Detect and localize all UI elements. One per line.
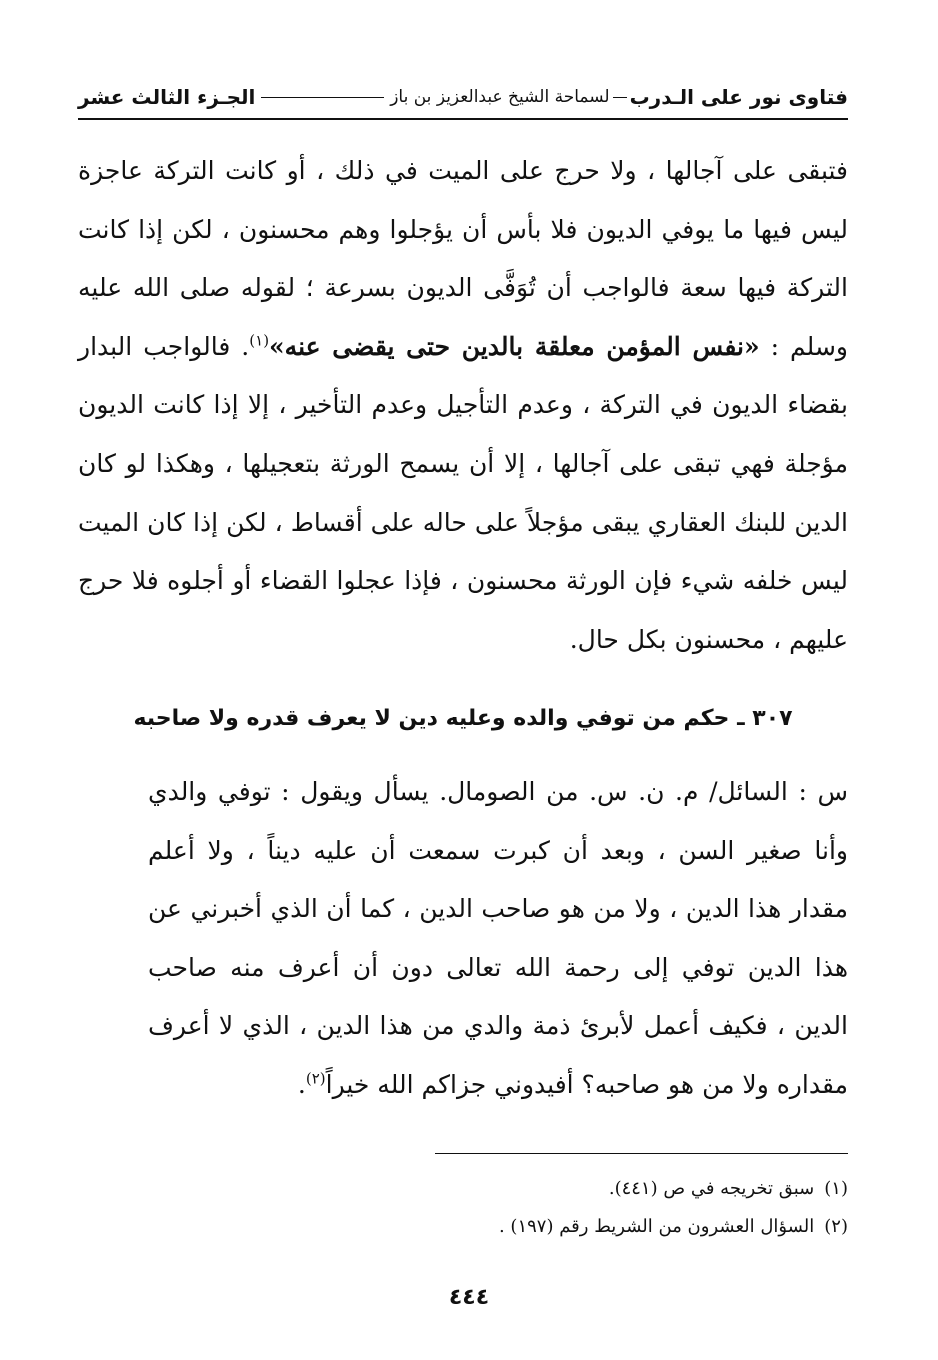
footnotes bbox=[78, 1170, 848, 1246]
hadith-quote: «نفس المؤمن معلقة بالدين حتى يقضى عنه» bbox=[269, 331, 760, 361]
footnote-1 bbox=[78, 1170, 848, 1208]
footnote-text: السؤال العشرون من الشريط رقم (١٩٧) . bbox=[498, 1216, 815, 1237]
question-end: . bbox=[297, 1069, 306, 1099]
fatwa-heading: ٣٠٧ ـ حكم من توفي والده وعليه دين لا يعرف قدره ولا صاحبه bbox=[133, 706, 793, 731]
paragraph-text-after: . فالواجب البدار بقضاء الديون في التركة ، وعدم التأجيل وعدم التأخير ، إلا إذا كانت الديون مؤجلة فهي تبقى على آجالها ، إلا أن يسمح الورثة بتعجيلها ، وهكذا لو كان الدين للبنك العقاري يبقى مؤجلاً على حاله على أقساط ، لكن إذا كان الميت ليس خلفه شيء فإن الورثة محسنون ، فإذا عجلوا القضاء أو أجلوه فلا حرج عليهم ، محسنون بكل حال. bbox=[78, 331, 849, 654]
page-number: ٤٤٤ bbox=[448, 1285, 490, 1310]
author-name: لسماحة الشيخ عبدالعزيز بن باز bbox=[390, 87, 610, 107]
running-header bbox=[78, 80, 848, 114]
question-text: س : السائل/ م. ن. س. من الصومال. يسأل ويقول : توفي والدي وأنا صغير السن ، وبعد أن كبرت سمعت أن عليه ديناً ، ولا أعلم مقدار هذا الدين ، ولا من هو صاحب الدين ، كما أن الذي أخبرني عن هذا الدين توفي إلى رحمة الله تعالى دون أن أعرف منه صاحب الدين ، فكيف أعمل لأبرئ ذمة والدي من هذا الدين ، الذي لا أعرف مقداره ولا من هو صاحبه؟ أفيدوني جزاكم الله خيراً bbox=[148, 777, 848, 1099]
footnote-number: (٢) bbox=[824, 1216, 848, 1237]
footnote-ref-2[interactable]: (٢) bbox=[305, 1069, 326, 1088]
question-paragraph bbox=[148, 763, 848, 1115]
paragraph-text-before: فتبقى على آجالها ، ولا حرج على الميت في ذلك ، أو كانت التركة عاجزة ليس فيها ما يوفي الديون فلا بأس أن يؤجلوا وهم محسنون ، لكن إذا كانت التركة فيها سعة فالواجب أن تُوَفَّى الديون بسرعة ؛ لقوله صلى الله عليه وسلم : bbox=[78, 156, 848, 361]
footnote-number: (١) bbox=[824, 1178, 848, 1199]
header-rule bbox=[78, 118, 848, 120]
footnote-2 bbox=[78, 1208, 848, 1246]
footnote-ref-1[interactable]: (١) bbox=[249, 331, 270, 350]
footnote-rule bbox=[435, 1153, 848, 1154]
footnote-text: سبق تخريجه في ص (٤٤١). bbox=[608, 1178, 815, 1199]
book-title: فتاوى نور على الـدرب bbox=[629, 85, 848, 109]
header-dash bbox=[613, 97, 627, 98]
volume-part: الجـزء الثالث عشر bbox=[78, 85, 256, 109]
answer-paragraph bbox=[78, 142, 848, 669]
header-separator-line bbox=[261, 97, 384, 98]
